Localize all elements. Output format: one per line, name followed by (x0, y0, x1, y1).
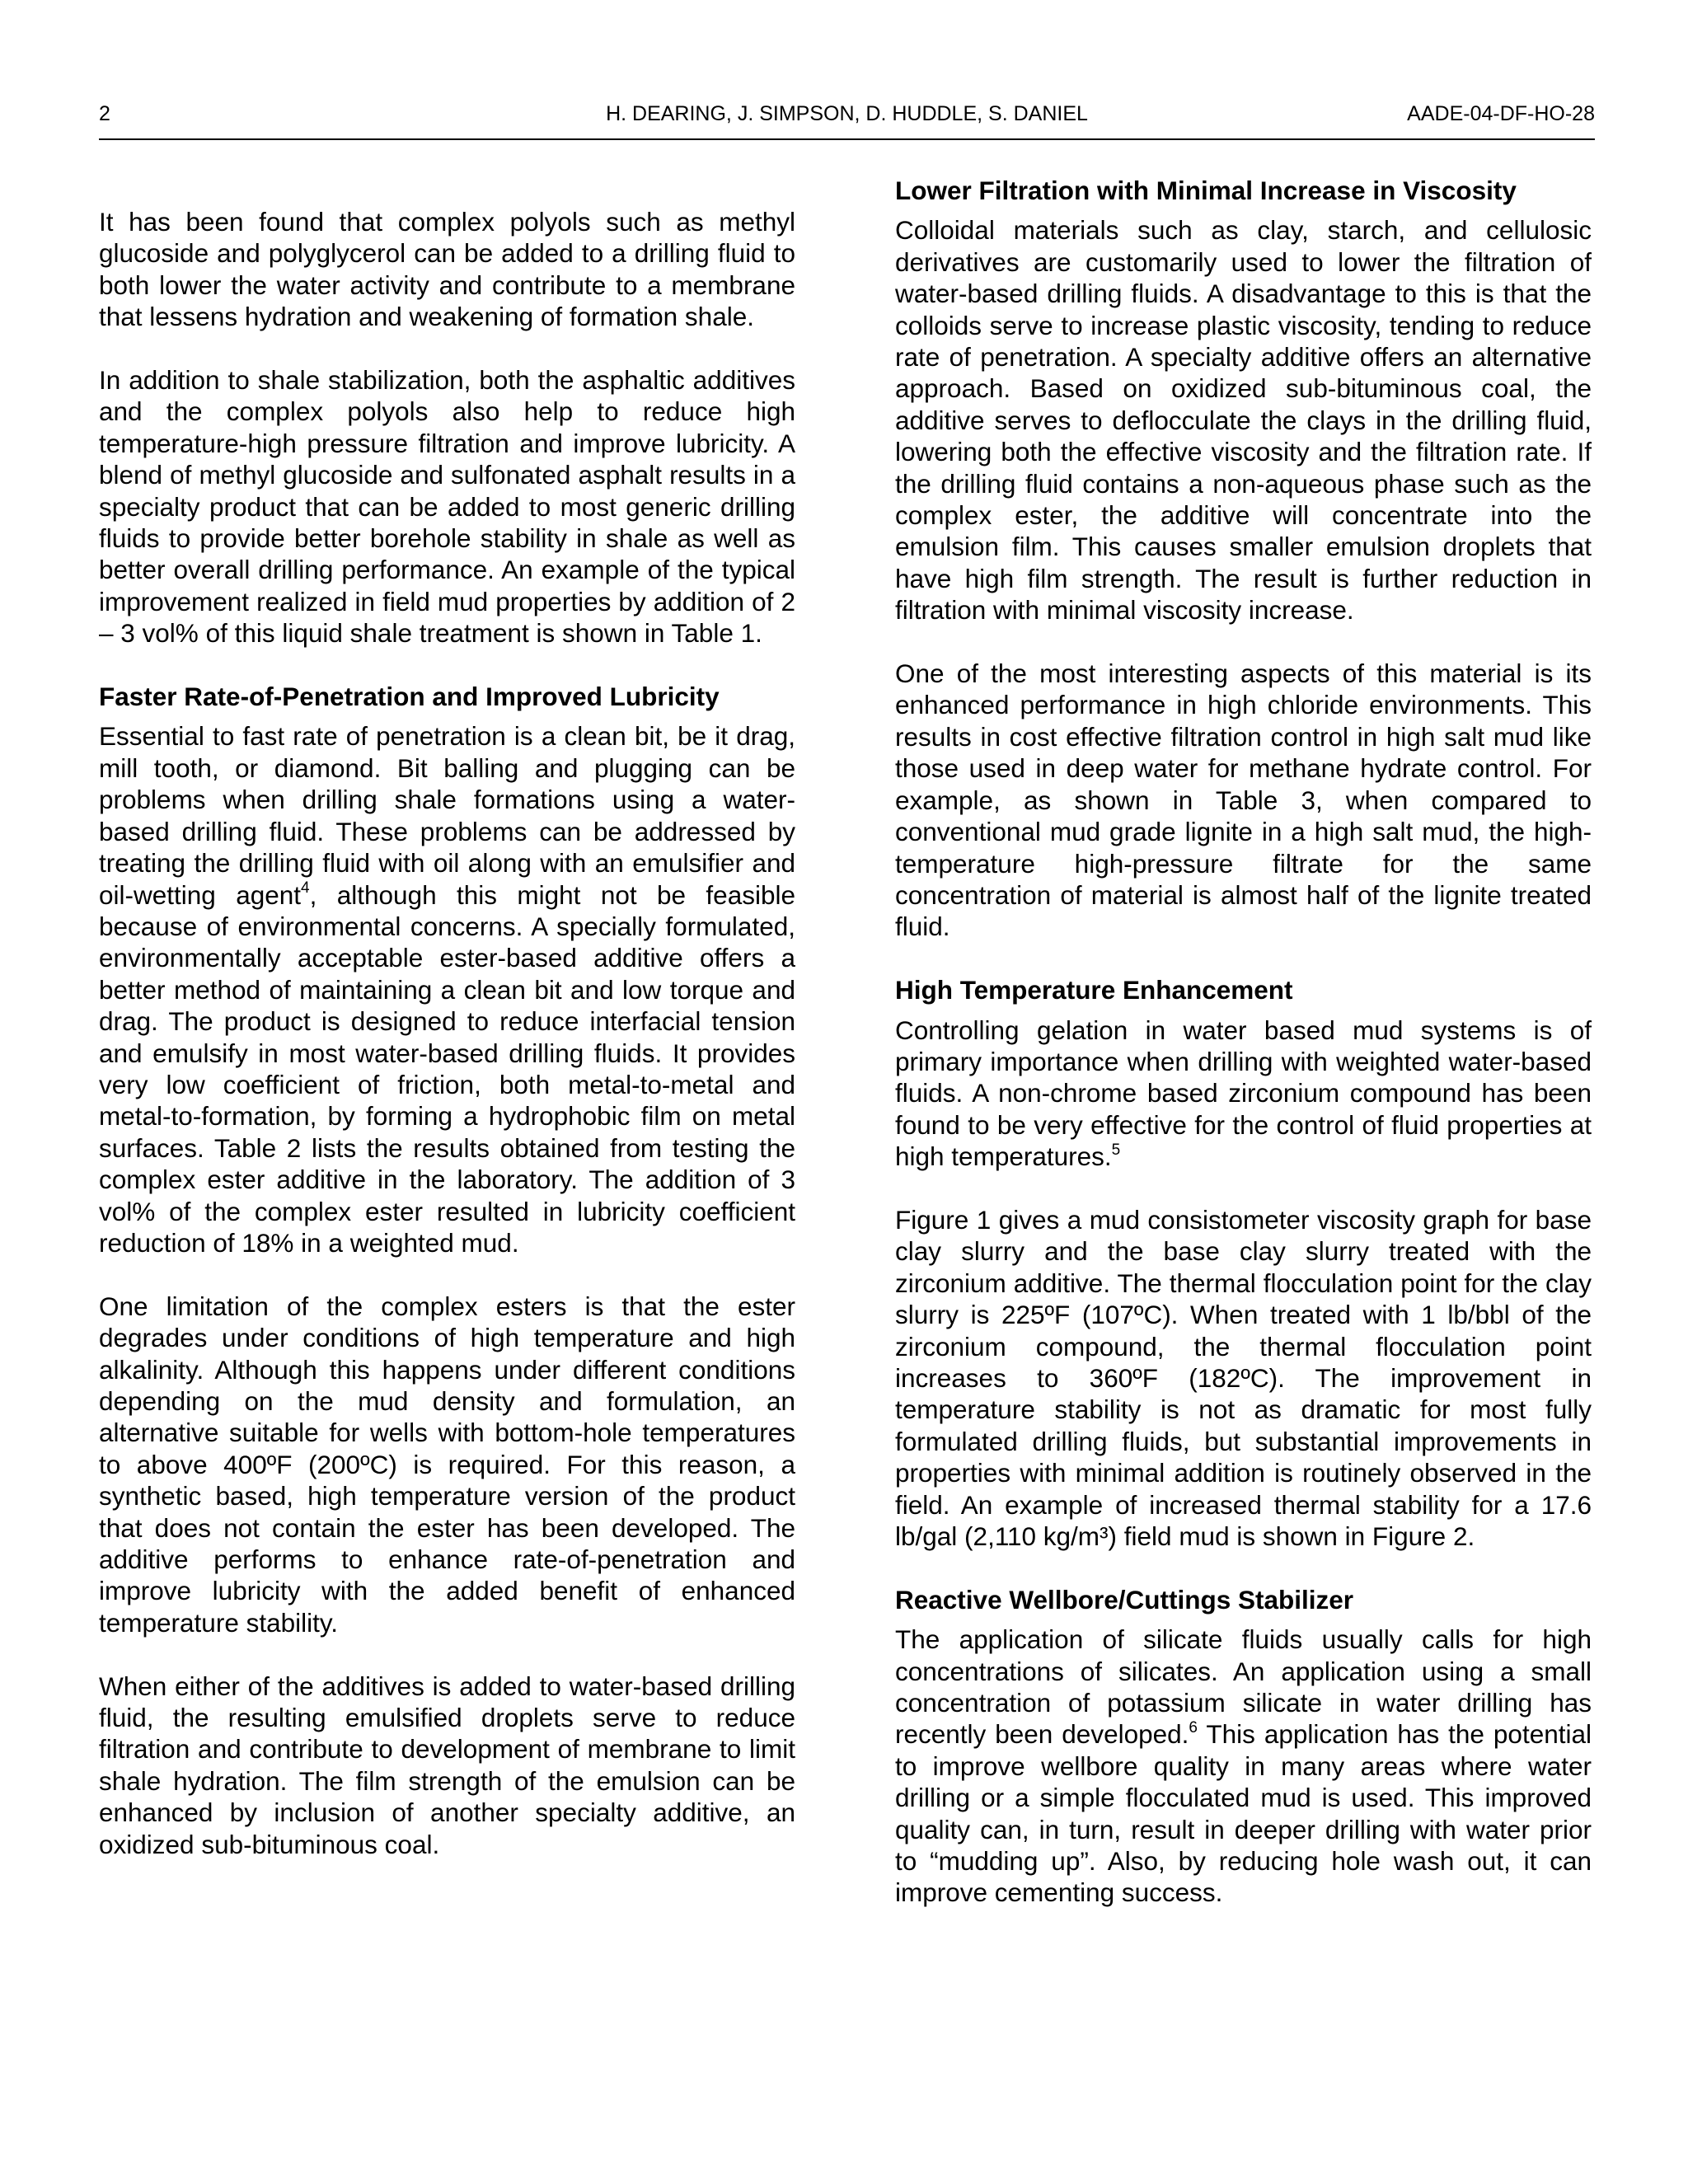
paragraph-gelation-control (895, 1015, 1592, 1173)
left-column (99, 206, 795, 1860)
header-rule (99, 138, 1595, 140)
page-number: 2 (99, 102, 110, 125)
reference-5: 5 (1111, 1141, 1121, 1159)
paragraph-emulsified-droplets: When either of the additives is added to water-based drilling fluid, the resulting emulsified droplets serve to reduce filtration and contribute to development of membrane to limit shale hydration. The film strength of the emulsion can be enhanced by inclusion of another specialty additive, an oxidized sub-bituminous coal. (99, 1671, 795, 1859)
paragraph-clean-bit (99, 720, 795, 1258)
heading-faster-rop: Faster Rate-of-Penetration and Improved Lubricity (99, 682, 720, 712)
right-column (895, 175, 1592, 1909)
gelation-text: Controlling gelation in water based mud systems is of primary importance when drilling with weighted water-based fluids. A non-chrome based zirconium compound has been found to be very effective for the control of fluid properties at high temperatures. (895, 1015, 1592, 1172)
heading-high-temperature: High Temperature Enhancement (895, 975, 1293, 1005)
heading-lower-filtration: Lower Filtration with Minimal Increase in Viscosity (895, 176, 1517, 205)
reference-6: 6 (1189, 1718, 1198, 1736)
paragraph-figure-1: Figure 1 gives a mud consistometer viscosity graph for base clay slurry and the base clay slurry treated with the zirconium additive. The thermal flocculation point for the clay slurry is 225ºF (107ºC). When treated with 1 lb/bbl of the zirconium compound, the thermal flocculation point increases to 360ºF (182ºC). The improvement in temperature stability is not as dramatic for most fully formulated drilling fluids, but substantial improvements in properties with minimal addition is routinely observed in the field. An example of increased thermal stability for a 17.6 lb/gal (2,110 kg/m³) field mud is shown in Figure 2. (895, 1204, 1592, 1552)
clean-bit-text-b: , although this might not be feasible because of environmental concerns. A specially formulated, environmentally acceptable ester-based additive offers a better method of maintaining a clean bit and low torque and drag. The product is designed to reduce interfacial tension and emulsify in most water-based drilling fluids. It provides very low coefficient of friction, both metal-to-metal and metal-to-formation, by forming a hydrophobic film on metal surfaces. Table 2 lists the results obtained from testing the complex ester additive in the laboratory. The addition of 3 vol% of the complex ester resulted in lubricity coefficient reduction of 18% in a weighted mud. (99, 879, 795, 1258)
clean-bit-text-a: Essential to fast rate of penetration is a clean bit, be it drag, mill tooth, or diamond. Bit balling and plugging can be problems when drilling shale formations using a water-based drilling fluid. These problems can be addressed by treating the drilling fluid with oil along with an emulsifier and oil-wetting agent (99, 721, 795, 910)
paragraph-colloidal-materials: Colloidal materials such as clay, starch, and cellulosic derivatives are customarily used to lower the filtration of water-based drilling fluids. A disadvantage to this is that the colloids serve to increase plastic viscosity, tending to reduce rate of penetration. A specialty additive offers an alternative approach. Based on oxidized sub-bituminous coal, the additive serves to deflocculate the clays in the drilling fluid, lowering both the effective viscosity and the filtration rate. If the drilling fluid contains a non-aqueous phase such as the complex ester, the additive will concentrate into the emulsion film. This causes smaller emulsion droplets that have high film strength. The result is further reduction in filtration with minimal viscosity increase. (895, 215, 1592, 626)
heading-reactive-wellbore: Reactive Wellbore/Cuttings Stabilizer (895, 1584, 1354, 1615)
silicate-text-a: The application of silicate fluids usually calls for high concentrations of silicates. An application using a small concentration of potassium silicate in water drilling has recently been developed. (895, 1624, 1592, 1750)
header-authors: H. DEARING, J. SIMPSON, D. HUDDLE, S. DANIEL (606, 102, 1088, 125)
paragraph-silicate-fluids (895, 1624, 1592, 1909)
paragraph-high-chloride: One of the most interesting aspects of this material is its enhanced performance in high chloride environments. This results in cost effective filtration control in high salt mud like those used in deep water for methane hydrate control. For example, as shown in Table 3, when compared to conventional mud grade lignite in a high salt mud, the high-temperature high-pressure filtrate for the same concentration of material is almost half of the lignite treated fluid. (895, 658, 1592, 942)
paper-code: AADE-04-DF-HO-28 (1407, 102, 1595, 125)
paragraph-complex-polyols: It has been found that complex polyols such as methyl glucoside and polyglycerol can be added to a drilling fluid to both lower the water activity and contribute to a membrane that lessens hydration and weakening of formation shale. (99, 207, 795, 332)
page-header (99, 97, 1595, 130)
reference-4: 4 (301, 879, 310, 897)
silicate-text-b: This application has the potential to improve wellbore quality in many areas where water drilling or a simple flocculated mud is used. This improved quality can, in turn, result in deeper drilling with water prior to “mudding up”. Also, by reducing hole wash out, it can improve cementing success. (895, 1719, 1592, 1908)
paragraph-ester-limitation: One limitation of the complex esters is that the ester degrades under conditions of high temperature and high alkalinity. Although this happens under different conditions depending on the mud density and formulation, an alternative suitable for wells with bottom-hole temperatures to above 400ºF (200ºC) is required. For this reason, a synthetic based, high temperature version of the product that does not contain the ester has been developed. The additive performs to enhance rate-of-penetration and improve lubricity with the added benefit of enhanced temperature stability. (99, 1291, 795, 1638)
paragraph-shale-stabilization: In addition to shale stabilization, both the asphaltic additives and the complex polyols also help to reduce high temperature-high pressure filtration and improve lubricity. A blend of methyl glucoside and sulfonated asphalt results in a specialty product that can be added to most generic drilling fluids to provide better borehole stability in shale as well as better overall drilling performance. An example of the typical improvement realized in field mud properties by addition of 2 – 3 vol% of this liquid shale treatment is shown in Table 1. (99, 365, 795, 649)
